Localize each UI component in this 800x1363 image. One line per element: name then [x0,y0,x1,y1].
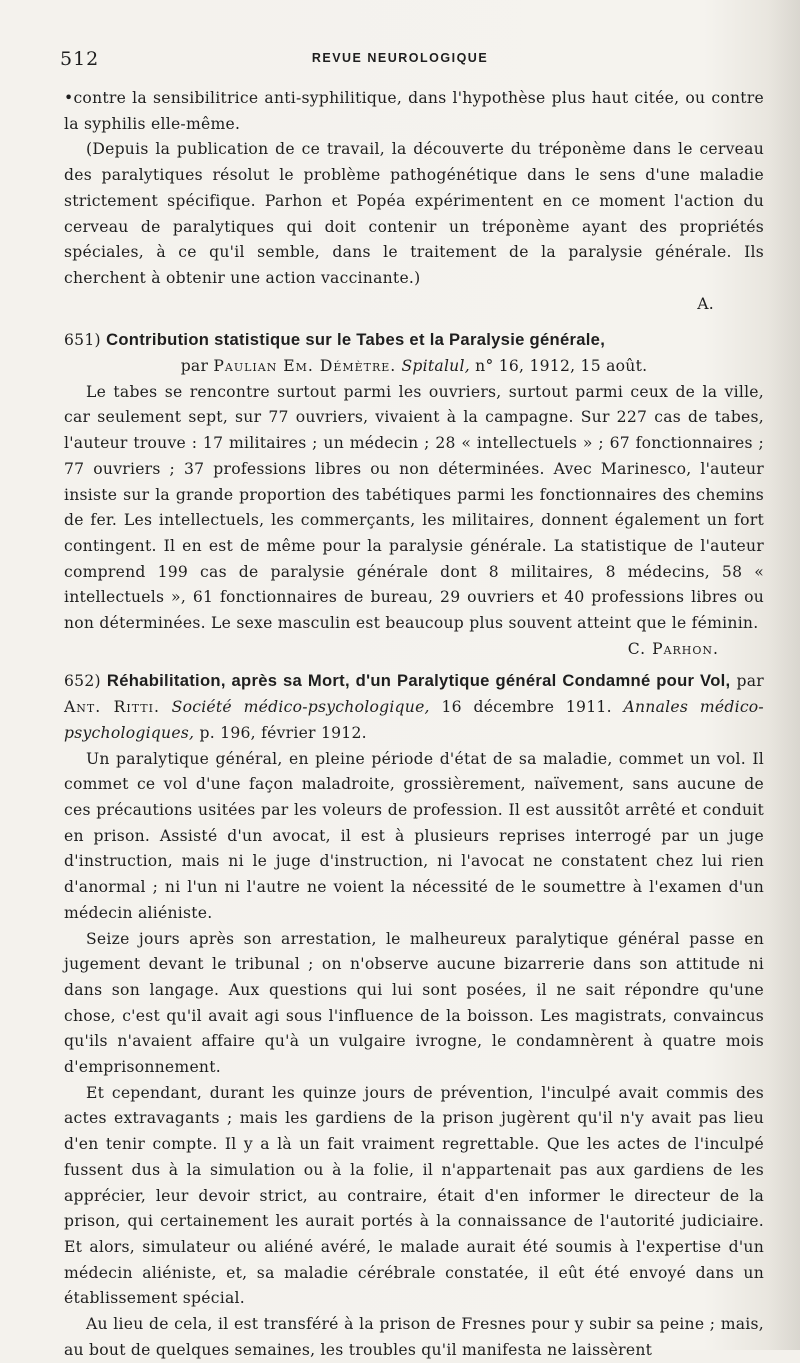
entry-651-byline [64,354,764,380]
entry-651-signature-text: C. Parhon. [627,639,719,658]
entry-651-signature [64,637,764,663]
entry-652-author: Ant. Ritti. [64,698,160,717]
entry-651-title: Contribution statistique sur le Tabes et la Paralysie générale, [106,330,606,350]
entry-652-journal-1: Société médico-psychologique, [171,698,430,717]
entry-652-paragraph-4: Au lieu de cela, il est transféré à la prison de Fresnes pour y subir sa peine ; mais, au bout de quelques semaines, les troubles qu'il manifesta ne laissèrent [64,1315,764,1359]
page-header [60,48,740,70]
entry-652-by: par [736,672,764,691]
entry-652-number: 652) [64,672,101,691]
continuation-paragraph: •contre la sensibilitrice anti-syphilitique, dans l'hypothèse plus haut citée, ou contre la syphilis elle-même. [64,89,764,133]
entry-652-journal-2: Annales médico-psychologiques, [64,698,764,742]
article-body [64,86,764,1363]
entry-652-paragraph-1: Un paralytique général, en pleine période d'état de sa maladie, commet un vol. Il commet ce vol d'une façon maladroite, grossièrement, naïvement, sans aucune de ces précautions usitées par les voleurs de profession. Il est aussitôt arrêté et conduit en prison. Assisté d'un avocat, il est à plusieurs reprises interrogé par un juge d'instruction, mais ni le juge d'instruction, ni l'avocat ne constatent chez lui rien d'anormal ; ni l'un ni l'autre ne voient la nécessité de le soumettre à l'examen d'un médecin aliéniste. [64,749,764,922]
entry-651-text: Le tabes se rencontre surtout parmi les ouvriers, surtout parmi ceux de la ville, car seulement sept, sur 77 ouvriers, vivaient à la campagne. Sur 227 cas de tabes, l'auteur trouve : 17 militaires ; un médecin ; 28 « intellectuels » ; 67 fonctionnaires ; 77 ouvriers ; 37 professions libres ou non déterminées. Avec Marinesco, l'auteur insiste sur la grande proportion des tabétiques parmi les fonctionnaires des chemins de fer. Les intellectuels, les commerçants, les militaires, donnent également un fort contingent. Il en est de même pour la paralysie générale. La statistique de l'auteur comprend 199 cas de paralysie générale dont 8 militaires, 8 médecins, 58 « intellectuels », 61 fonctionnaires de bureau, 29 ouvriers et 40 professions libres ou non déterminées. Le sexe masculin est beaucoup plus souvent atteint que le féminin. [64,382,764,633]
entry-651-reference: n° 16, 1912, 15 août. [475,357,648,376]
entry-651-heading [64,327,764,354]
entry-652-heading [64,668,764,746]
entry-652-reference-1: 16 décembre 1911. [441,698,612,717]
entry-651-author: Paulian Em. Démètre. [213,357,397,376]
continuation-note: (Depuis la publication de ce travail, la découverte du tréponème dans le cerveau des paralytiques résolut le problème pathogénétique dans le sens d'une maladie strictement spécifique. Parhon et Popéa expérimentent en ce moment l'action du cerveau de paralytiques qui doit contenir un tréponème ayant des propriétés spéciales, à ce qu'il semble, dans le traitement de la paralysie générale. Ils cherchent à obtenir une action vaccinante.) [64,140,764,287]
entry-652-paragraph-2: Seize jours après son arrestation, le malheureux paralytique général passe en jugement devant le tribunal ; on n'observe aucune bizarrerie dans son attitude ni dans son langage. Aux questions qui lui sont posées, il ne sait répondre qu'une chose, c'est qu'il avait agi sous l'influence de la boisson. Les magistrats, convaincus qu'ils n'avaient affaire qu'à un vulgaire ivrogne, le condamnèrent à quatre mois d'emprisonnement. [64,929,764,1077]
entry-652-reference-2: p. 196, février 1912. [199,723,367,742]
signature-a: A. [697,294,714,313]
entry-651-by: par [180,357,209,376]
entry-651-journal: Spitalul, [401,357,470,376]
running-title: REVUE NEUROLOGIQUE [311,51,489,65]
page-number: 512 [60,48,100,70]
entry-652-paragraph-3: Et cependant, durant les quinze jours de prévention, l'inculpé avait commis des actes extravagants ; mais les gardiens de la prison jugèrent qu'il n'y avait pas lieu d'en tenir compte. Il y a là un fait vraiment regrettable. Que les actes de l'inculpé fussent dus à la simulation ou à la folie, il n'appartenait pas aux gardiens de les apprécier, leur devoir strict, au contraire, était d'en informer le directeur de la prison, qui certainement les aurait portés à la connaissance de l'autorité judiciaire. Et alors, simulateur ou aliéné avéré, le malade aurait été soumis à l'expertise d'un médecin aliéniste, et, sa maladie cérébrale constatée, il eût été envoyé dans un établissement spécial. [64,1083,764,1308]
entry-651-number: 651) [64,331,101,350]
entry-652-title: Réhabilitation, après sa Mort, d'un Paralytique général Condamné pour Vol, [106,671,731,691]
